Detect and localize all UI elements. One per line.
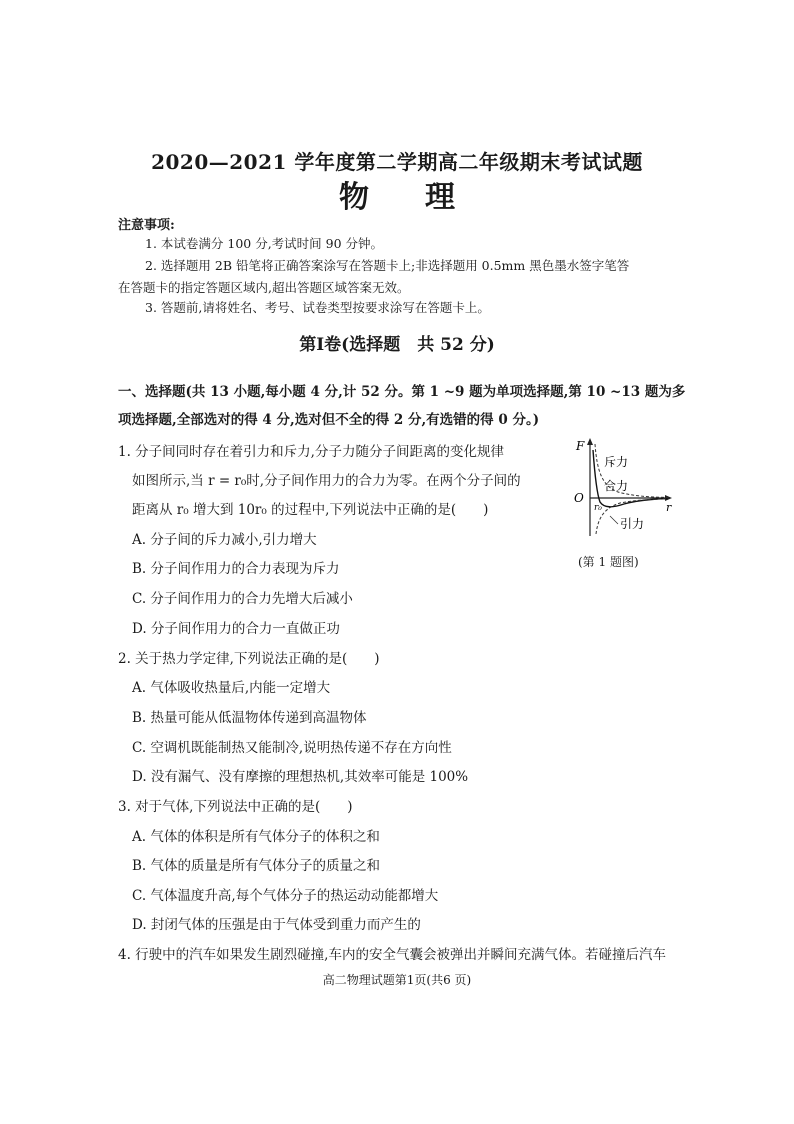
question-2-stem: 2. 关于热力学定律,下列说法正确的是( ) <box>118 651 380 667</box>
question-3-option-d: D. 封闭气体的压强是由于气体受到重力而产生的 <box>132 917 421 933</box>
subject-title <box>0 172 794 216</box>
attraction-leader <box>610 516 618 524</box>
question-1-option-b: B. 分子间作用力的合力表现为斥力 <box>132 561 340 577</box>
question-2-option-b: B. 热量可能从低温物体传递到高温物体 <box>132 710 367 726</box>
y-axis-arrow <box>587 438 593 445</box>
question-1-option-d: D. 分子间作用力的合力一直做正功 <box>132 621 340 637</box>
question-4-stem: 4. 行驶中的汽车如果发生剧烈碰撞,车内的安全气囊会被弹出并瞬间充满气体。若碰撞后汽车 <box>118 947 666 963</box>
question-3-option-c: C. 气体温度升高,每个气体分子的热运动动能都增大 <box>132 888 439 904</box>
question-1-line3: 距离从 r₀ 增大到 10r₀ 的过程中,下列说法中正确的是( ) <box>132 502 489 518</box>
question-2-option-c: C. 空调机既能制热又能制冷,说明热传递不存在方向性 <box>132 740 452 756</box>
subject-char: 物 <box>339 180 369 215</box>
question-3-option-a: A. 气体的体积是所有气体分子的体积之和 <box>132 829 380 845</box>
page-footer: 高二物理试题第1页(共6 页) <box>322 973 472 987</box>
molecular-force-figure <box>568 436 674 546</box>
question-1-line1: 1. 分子间同时存在着引力和斥力,分子力随分子间距离的变化规律 <box>118 444 504 460</box>
part-instructions-line1: 一、选择题(共 13 小题,每小题 4 分,计 52 分。第 1 ~9 题为单项选择题,第 10 ~13 题为多 <box>118 384 686 400</box>
notice-item-3: 3. 答题前,请将姓名、考号、试卷类型按要求涂写在答题卡上。 <box>145 300 490 315</box>
notice-item-2-cont: 在答题卡的指定答题区域内,超出答题区域答案无效。 <box>118 280 410 295</box>
axis-y-label: F <box>576 439 585 453</box>
exam-title: 2020—2021 学年度第二学期高二年级期末考试试题 <box>151 150 643 174</box>
net-force-label: 合力 <box>604 479 629 493</box>
question-1-option-c: C. 分子间作用力的合力先增大后减小 <box>132 591 353 607</box>
section-title: 第Ⅰ卷(选择题 共 52 分) <box>299 335 495 355</box>
question-2-option-d: D. 没有漏气、没有摩擦的理想热机,其效率可能是 100% <box>132 769 469 785</box>
axis-x-label: r <box>666 501 672 514</box>
r0-label: r₀ <box>594 503 602 513</box>
notice-heading: 注意事项: <box>118 218 175 233</box>
notice-item-2: 2. 选择题用 2B 铅笔将正确答案涂写在答题卡上;非选择题用 0.5mm 黑色墨水签字笔答 <box>145 258 630 273</box>
subject-char: 理 <box>425 180 455 215</box>
attraction-label: 引力 <box>620 517 645 531</box>
question-3-option-b: B. 气体的质量是所有气体分子的质量之和 <box>132 858 381 874</box>
question-1-line2: 如图所示,当 r = r₀时,分子间作用力的合力为零。在两个分子间的 <box>132 473 521 489</box>
figure-caption: (第 1 题图) <box>578 555 639 569</box>
question-2-option-a: A. 气体吸收热量后,内能一定增大 <box>132 680 331 696</box>
notice-item-1: 1. 本试卷满分 100 分,考试时间 90 分钟。 <box>145 236 384 251</box>
origin-label: O <box>574 491 584 505</box>
question-3-stem: 3. 对于气体,下列说法中正确的是( ) <box>118 799 353 815</box>
question-1-option-a: A. 分子间的斥力减小,引力增大 <box>132 532 317 548</box>
repulsion-label: 斥力 <box>604 455 629 469</box>
part-instructions-line2: 项选择题,全部选对的得 4 分,选对但不全的得 2 分,有选错的得 0 分。) <box>118 412 540 428</box>
